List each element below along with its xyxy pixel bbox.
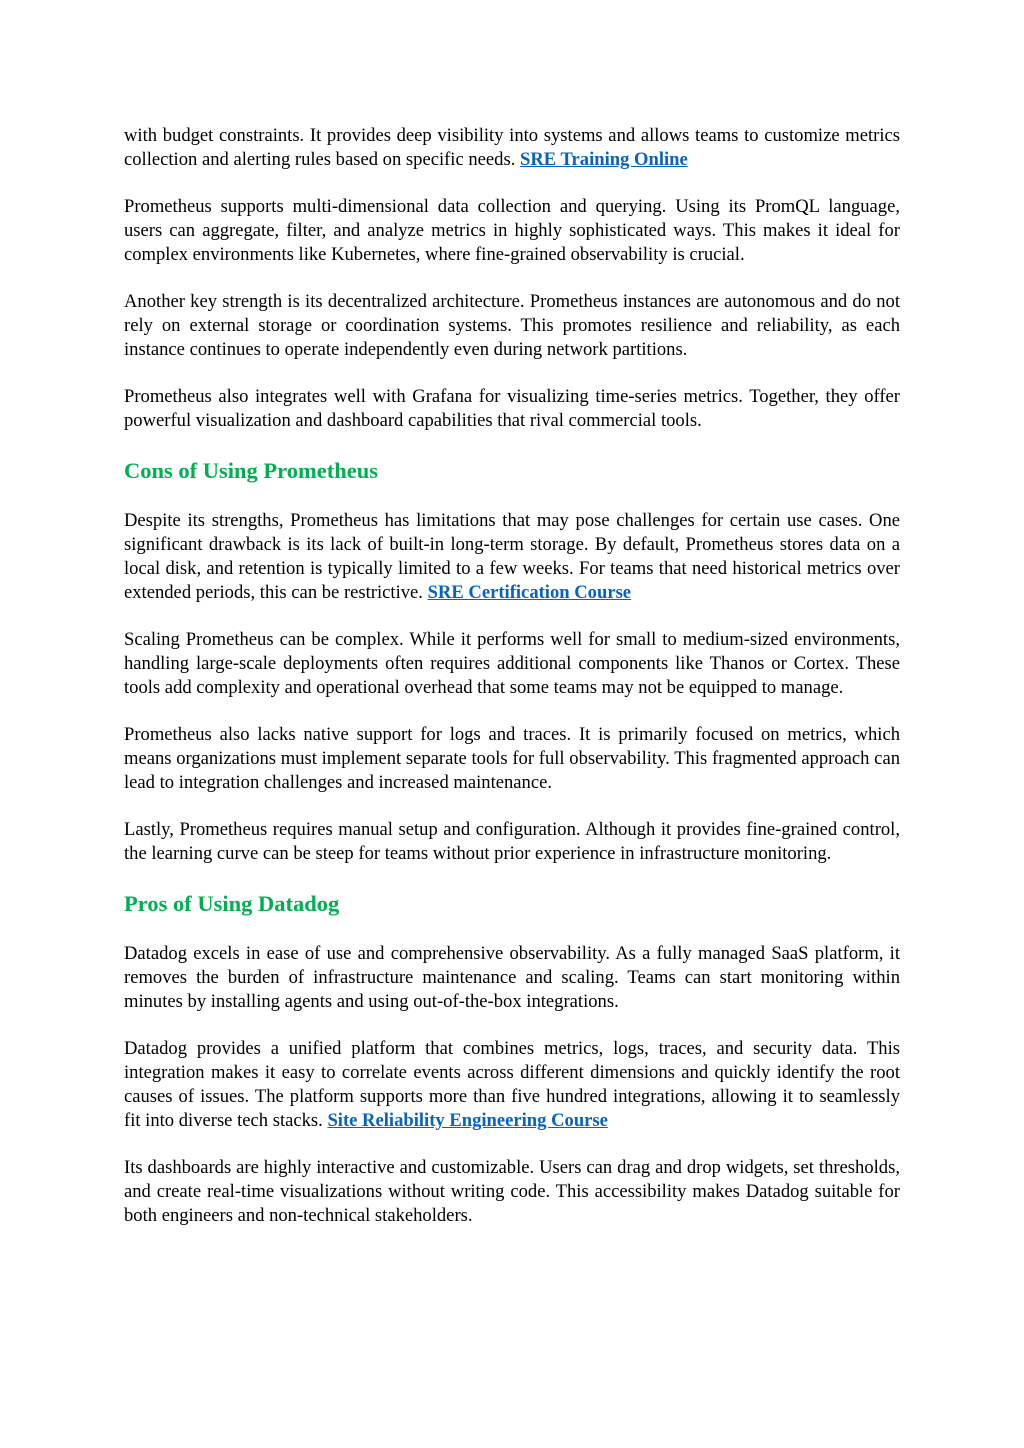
paragraph-text: Datadog provides a unified platform that combines metrics, logs, traces, and security data. This integration makes it easy to correlate events across different dimensions and quickly identify the root causes of issues. The platform supports more than five hundred integrations, allowing it to seamlessly fit into diverse tech stacks.: [124, 1038, 900, 1131]
paragraph-manual-setup: [124, 818, 900, 866]
paragraph-text: Scaling Prometheus can be complex. While it performs well for small to medium-sized environments, handling large-scale deployments often requires additional components like Thanos or Cortex. These tools add complexity and operational overhead that some teams may not be equipped to manage.: [124, 629, 900, 698]
paragraph-text: Lastly, Prometheus requires manual setup and configuration. Although it provides fine-grained control, the learning curve can be steep for teams without prior experience in infrastructure monitoring.: [124, 819, 900, 864]
sre-training-online-link[interactable]: SRE Training Online: [520, 149, 688, 170]
paragraph-logs-traces: [124, 723, 900, 795]
paragraph-text: Its dashboards are highly interactive and customizable. Users can drag and drop widgets, set thresholds, and create real-time visualizations without writing code. This accessibility makes Datadog suitable for both engineers and non-technical stakeholders.: [124, 1157, 900, 1226]
paragraph-ease-of-use: [124, 942, 900, 1014]
document-page: [124, 124, 900, 1251]
paragraph-budget-constraints: [124, 124, 900, 172]
paragraph-text: Prometheus also integrates well with Grafana for visualizing time-series metrics. Together, they offer powerful visualization and dashboard capabilities that rival commercial tools.: [124, 386, 900, 431]
paragraph-dashboards: [124, 1156, 900, 1228]
paragraph-text: Datadog excels in ease of use and comprehensive observability. As a fully managed SaaS platform, it removes the burden of infrastructure maintenance and scaling. Teams can start monitoring within minutes by installing agents and using out-of-the-box integrations.: [124, 943, 900, 1012]
paragraph-decentralized: [124, 290, 900, 362]
paragraph-promql: [124, 195, 900, 267]
paragraph-text: with budget constraints. It provides deep visibility into systems and allows teams to customize metrics collection and alerting rules based on specific needs.: [124, 125, 900, 170]
paragraph-long-term-storage: [124, 509, 900, 605]
paragraph-text: Despite its strengths, Prometheus has limitations that may pose challenges for certain use cases. One significant drawback is its lack of built-in long-term storage. By default, Prometheus stores data on a local disk, and retention is typically limited to a few weeks. For teams that need historical metrics over extended periods, this can be restrictive.: [124, 510, 900, 603]
heading-pros-datadog: Pros of Using Datadog: [124, 891, 340, 916]
paragraph-text: Prometheus also lacks native support for logs and traces. It is primarily focused on metrics, which means organizations must implement separate tools for full observability. This fragmented approach can lead to integration challenges and increased maintenance.: [124, 724, 900, 793]
paragraph-text: Prometheus supports multi-dimensional data collection and querying. Using its PromQL language, users can aggregate, filter, and analyze metrics in highly sophisticated ways. This makes it ideal for complex environments like Kubernetes, where fine-grained observability is crucial.: [124, 196, 900, 265]
paragraph-text: Another key strength is its decentralized architecture. Prometheus instances are autonomous and do not rely on external storage or coordination systems. This promotes resilience and reliability, as each instance continues to operate independently even during network partitions.: [124, 291, 900, 360]
site-reliability-engineering-course-link[interactable]: Site Reliability Engineering Course: [327, 1110, 608, 1131]
paragraph-unified-platform: [124, 1037, 900, 1133]
paragraph-scaling: [124, 628, 900, 700]
sre-certification-course-link[interactable]: SRE Certification Course: [427, 582, 632, 603]
paragraph-grafana: [124, 385, 900, 433]
heading-cons-prometheus: Cons of Using Prometheus: [124, 458, 378, 483]
